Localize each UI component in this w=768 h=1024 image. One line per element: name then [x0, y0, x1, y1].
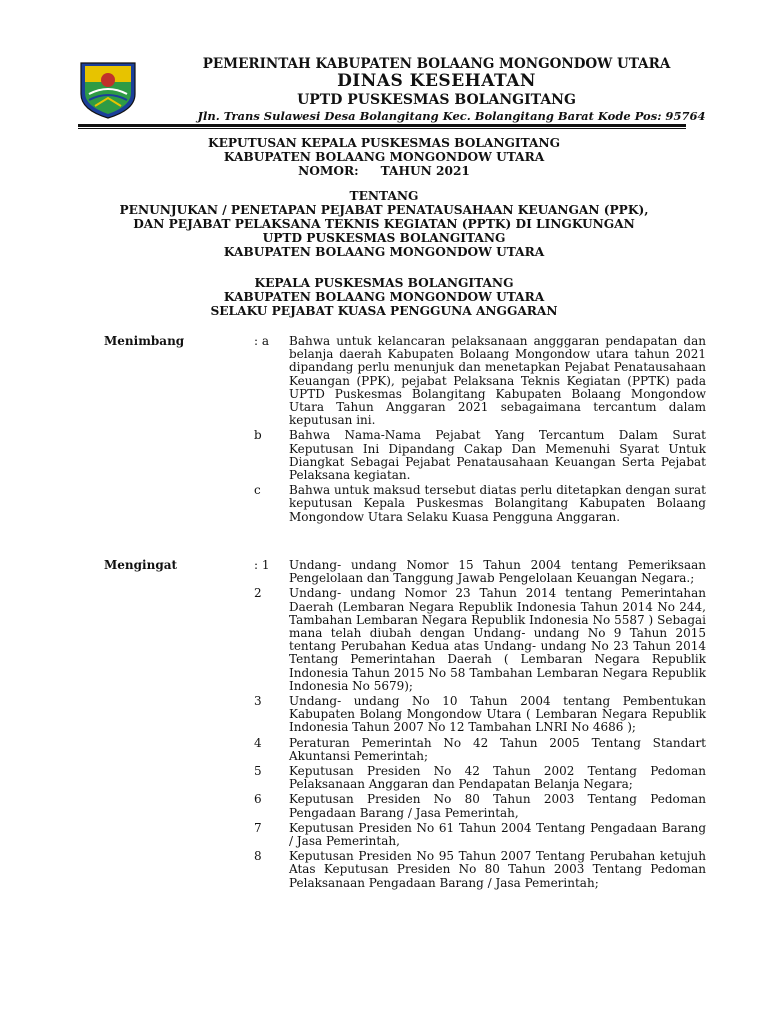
authority-line: SELAKU PEJABAT KUASA PENGGUNA ANGGARAN: [210, 304, 558, 318]
list-item: [254, 587, 706, 693]
list-item: [254, 559, 706, 585]
decree-title-block: [80, 136, 688, 178]
list-item: [254, 765, 706, 791]
letterhead: [0, 52, 768, 122]
item-marker: b: [254, 428, 262, 443]
header-government: PEMERINTAH KABUPATEN BOLAANG MONGONDOW UTARA: [202, 56, 671, 72]
item-text: Undang- undang Nomor 15 Tahun 2004 tentang Pemeriksaan Pengelolaan dan Tanggung Jawab Pengelolaan Keuangan Negara.;: [289, 558, 706, 586]
item-marker: : a: [254, 334, 270, 348]
mengingat-list: [254, 559, 706, 892]
list-item: [254, 695, 706, 735]
list-item: [254, 793, 706, 819]
item-text: Keputusan Presiden No 80 Tahun 2003 Tentang Pedoman Pengadaan Barang / Jasa Pemerintah,: [289, 792, 706, 820]
decree-number: [80, 164, 688, 178]
menimbang-list: [254, 335, 706, 526]
item-marker: : 1: [254, 558, 270, 572]
item-marker: 4: [254, 735, 262, 750]
item-marker: 8: [254, 849, 262, 864]
subject-line: PENUNJUKAN / PENETAPAN PEJABAT PENATAUSAHAAN KEUANGAN (PPK),: [119, 203, 649, 217]
subject-line: UPTD PUSKESMAS BOLANGITANG: [262, 231, 506, 245]
authority-line: KEPALA PUSKESMAS BOLANGITANG: [254, 276, 514, 290]
item-text: Undang- undang Nomor 23 Tahun 2014 tentang Pemerintahan Daerah (Lembaran Negara Republik Indonesia Tahun 2014 No 244, Tambahan Lembaran Negara Republik Indonesia No 5587 ) Sebagai mana telah diubah dengan Undang- undang No 9 Tahun 2015 tentang Perubahan Kedua atas Undang- undang No 23 Tahun 2014 Tentang Pemerintahan Daerah ( Lembaran Negara Republik Indonesia Tahun 2015 No 58 Tambahan Lembaran Negara Republik Indonesia No 5679);: [289, 586, 706, 693]
header-address: Jln. Trans Sulawesi Desa Bolangitang Kec. Bolangitang Barat Kode Pos: 95764: [197, 109, 706, 123]
letterhead-rule-thin: [78, 128, 686, 129]
subject-line: KABUPATEN BOLAANG MONGONDOW UTARA: [223, 245, 545, 259]
letterhead-rule-thick: [78, 124, 686, 127]
list-item: [254, 484, 706, 524]
item-marker: c: [254, 483, 261, 498]
authority-block: [80, 276, 688, 318]
header-agency: DINAS KESEHATAN: [337, 71, 536, 91]
list-item: [254, 822, 706, 848]
item-marker: 6: [254, 792, 262, 807]
menimbang-label: Menimbang: [104, 334, 185, 348]
subject-line: DAN PEJABAT PELAKSANA TEKNIS KEGIATAN (PPTK) DI LINGKUNGAN: [133, 217, 635, 231]
subject-label: TENTANG: [349, 189, 419, 203]
subject-block: [80, 189, 688, 259]
decree-title: KEPUTUSAN KEPALA PUSKESMAS BOLANGITANG: [208, 136, 560, 150]
item-marker: 5: [254, 764, 262, 779]
decree-region: KABUPATEN BOLAANG MONGONDOW UTARA: [223, 150, 545, 164]
item-text: Keputusan Presiden No 95 Tahun 2007 Tentang Perubahan ketujuh Atas Keputusan Presiden No 80 Tahun 2003 Tentang Pedoman Pelaksanaan Pengadaan Barang / Jasa Pemerintah;: [289, 849, 706, 890]
item-text: Keputusan Presiden No 42 Tahun 2002 Tentang Pedoman Pelaksanaan Anggaran dan Pendapatan Belanja Negara;: [289, 764, 706, 792]
authority-line: KABUPATEN BOLAANG MONGONDOW UTARA: [223, 290, 545, 304]
item-marker: 2: [254, 586, 262, 601]
list-item: [254, 737, 706, 763]
item-text: Peraturan Pemerintah No 42 Tahun 2005 Tentang Standart Akuntansi Pemerintah;: [289, 735, 706, 763]
item-marker: 3: [254, 694, 262, 709]
item-text: Keputusan Presiden No 61 Tahun 2004 Tentang Pengadaan Barang / Jasa Pemerintah,: [289, 820, 706, 849]
item-text: Bahwa Nama-Nama Pejabat Yang Tercantum Dalam Surat Keputusan Ini Dipandang Cakap Dan Memenuhi Syarat Untuk Diangkat Sebagai Pejabat Penatausahaan Keuangan Serta Pejabat Pelaksana kegiatan.: [289, 428, 706, 483]
list-item: [254, 335, 706, 427]
decree-year: TAHUN 2021: [380, 164, 470, 178]
list-item: [254, 850, 706, 890]
item-marker: 7: [254, 820, 262, 835]
list-item: [254, 429, 706, 482]
item-text: Bahwa untuk kelancaran pelaksanaan angggaran pendapatan dan belanja daerah Kabupaten Bolaang Mongondow utara tahun 2021 dipandang perlu menunjuk dan menetapkan Pejabat Penatausahaan Keuangan (PPK), pejabat Pelaksana Teknis Kegiatan (PPTK) pada UPTD Puskesmas Bolangitang Kabupaten Bolaang Mongondow Utara Tahun Anggaran 2021 sebagaimana tercantum dalam keputusan ini.: [289, 334, 706, 428]
item-text: Undang- undang No 10 Tahun 2004 tentang Pembentukan Kabupaten Bolang Mongondow Utara ( Lembaran Negara Republik Indonesia Tahun 2007 No 12 Tambahan LNRI No 4686 );: [289, 694, 706, 735]
header-unit: UPTD PUSKESMAS BOLANGITANG: [297, 92, 576, 108]
decree-number-label: NOMOR:: [298, 164, 359, 178]
item-text: Bahwa untuk maksud tersebut diatas perlu ditetapkan dengan surat keputusan Kepala Puskesmas Bolangitang Kabupaten Bolaang Mongondow Utara Selaku Kuasa Pengguna Anggaran.: [289, 483, 706, 524]
mengingat-label: Mengingat: [104, 558, 178, 572]
